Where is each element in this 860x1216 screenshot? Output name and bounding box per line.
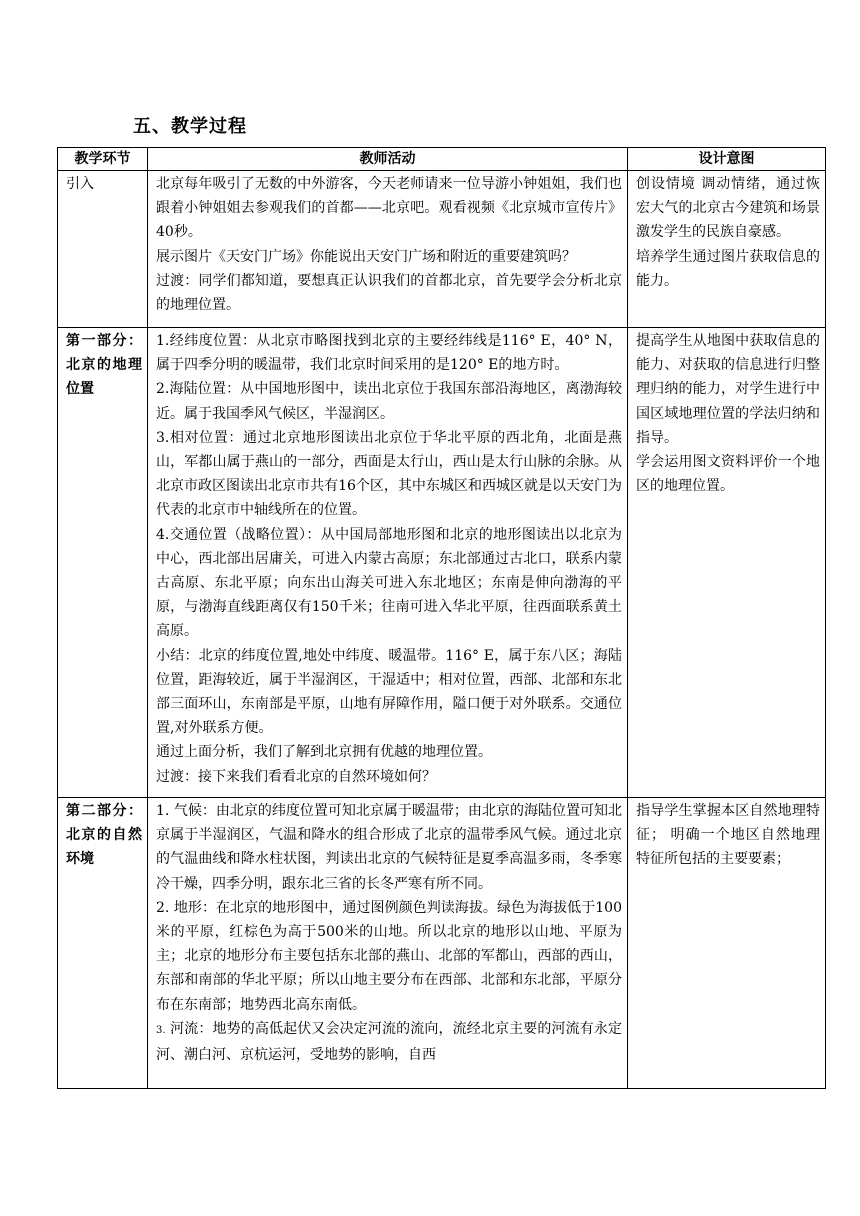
item-number: 3. [156,1024,166,1036]
header-design-intent: 设计意图 [628,148,826,171]
teacher-paragraph: 1.经纬度位置：从北京市略图找到北京的主要经纬线是116° E，40° N，属于四季分明的暖温带，我们北京时间采用的是120° E的地方时。 [156,333,622,374]
table-header-row [58,148,826,171]
teacher-paragraph: 3.相对位置：通过北京地形图读出北京位于华北平原的西北角，北面是燕山，军都山属于燕山的一部分，西面是太行山，西山是太行山脉的余脉。从北京市政区图读出北京市共有16个区，其中东城区和西城区就是以天安门为代表的北京市中轴线所在的位置。 [156,429,622,519]
teacher-activity-cell [148,328,628,798]
teacher-activity-cell [148,798,628,1089]
teacher-paragraph: 小结：北京的纬度位置,地处中纬度、暖温带。116° E，属于东八区；海陆位置，距海较近，属于半湿润区，干湿适中；相对位置，西部、北部和东北部三面环山，东南部是平原，山地有屏障作用，隘口便于对外联系。交通位置,对外联系方便。 [156,647,622,737]
design-intent-cell [628,798,826,1089]
header-stage: 教学环节 [58,148,148,171]
intent-paragraph: 学会运用图文资料评价一个地区的地理位置。 [636,454,820,495]
table-row-intro [58,171,826,328]
header-teacher-activity: 教师活动 [148,148,628,171]
teacher-paragraph: 2. 地形：在北京的地形图中，通过图例颜色判读海拔。绿色为海拔低于100米的平原，红棕色为高于500米的山地。所以北京的地形以山地、平原为主；北京的地形分布主要包括东北部的燕山、北部的军都山，西部的西山，东部和南部的华北平原；所以山地主要分布在西部、北部和东北部，平原分布在东南部；地势西北高东南低。 [156,899,622,1013]
teacher-paragraph: 北京每年吸引了无数的中外游客，今天老师请来一位导游小钟姐姐，我们也跟着小钟姐姐去参观我们的首都——北京吧。观看视频《北京城市宣传片》40秒。 [156,176,622,241]
stage-cell: 第二部分：北京的自然环境 [58,798,148,1089]
teacher-paragraph: 1. 气候：由北京的纬度位置可知北京属于暖温带；由北京的海陆位置可知北京属于半湿润区，气温和降水的组合形成了北京的温带季风气候。通过北京的气温曲线和降水柱状图，判读出北京的气候特征是夏季高温多雨，冬季寒冷干燥，四季分明，跟东北三省的长冬严寒有所不同。 [156,803,622,892]
table-row-geographic-location [58,328,826,798]
design-intent-cell [628,171,826,328]
intent-paragraph: 指导学生掌握本区自然地理特征； 明确一个地区自然地理特征所包括的主要要素； [636,803,820,868]
stage-cell: 引入 [58,171,148,328]
table-row-natural-environment [58,798,826,1089]
teacher-paragraph: 过渡：同学们都知道，要想真正认识我们的首都北京，首先要学会分析北京的地理位置。 [156,272,622,314]
teacher-activity-cell [148,171,628,328]
teacher-paragraph: 通过上面分析，我们了解到北京拥有优越的地理位置。 [156,744,492,761]
teacher-paragraph: 4.交通位置（战略位置）：从中国局部地形图和北京的地形图读出以北京为中心，西北部出居庸关，可进入内蒙古高原；东北部通过古北口，联系内蒙古高原、东北平原；向东出山海关可进入东北地区；东南是伸向渤海的平原，与渤海直线距离仅有150千米；往南可进入华北平原，往西面联系黄土高原。 [156,526,622,640]
teacher-paragraph: 过渡：接下来我们看看北京的自然环境如何？ [156,768,436,785]
stage-cell: 第一部分：北京的地理位置 [58,328,148,798]
intent-paragraph: 培养学生通过图片获取信息的能力。 [636,248,820,289]
section-title: 五、教学过程 [133,116,247,137]
design-intent-cell [628,328,826,798]
item-text: 河流：地势的高低起伏又会决定河流的流向，流经北京主要的河流有永定河、潮白河、京杭运河，受地势的影响，自西 [156,1020,622,1064]
teacher-paragraph: 2.海陆位置：从中国地形图中，读出北京位于我国东部沿海地区，离渤海较近。属于我国季风气候区，半湿润区。 [156,381,622,422]
teacher-paragraph: 展示图片《天安门广场》你能说出天安门广场和附近的重要建筑吗？ [156,248,576,265]
lesson-process-table [57,147,826,1089]
intent-paragraph: 创设情境 调动情绪，通过恢宏大气的北京古今建筑和场景激发学生的民族自豪感。 [636,176,820,241]
teacher-paragraph [156,1017,622,1067]
intent-paragraph: 提高学生从地图中获取信息的能力、对获取的信息进行归整理归纳的能力，对学生进行中国区域地理位置的学法归纳和指导。 [636,333,820,446]
